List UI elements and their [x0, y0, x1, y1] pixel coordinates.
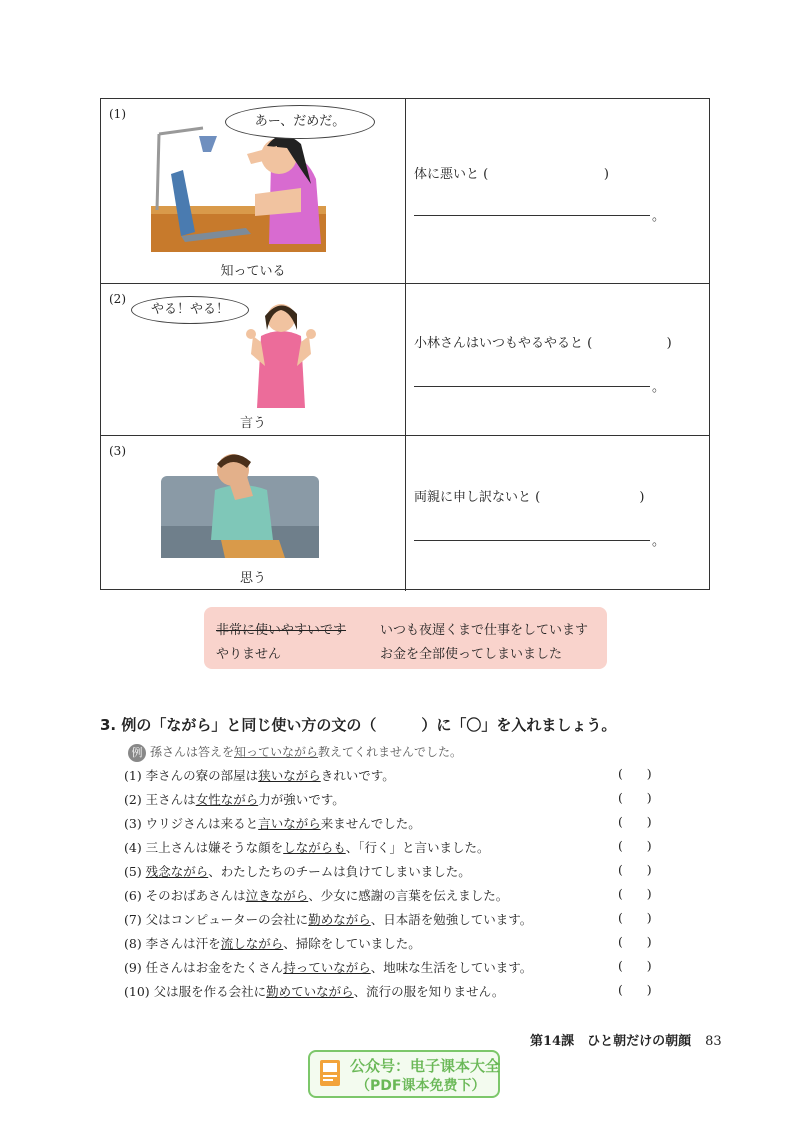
- page-footer: [530, 1030, 722, 1049]
- watermark-line-2: （PDF课本免费下）: [356, 1078, 486, 1094]
- answer-parentheses[interactable]: ( ): [618, 790, 652, 805]
- speech-bubble: やる！やる！: [131, 296, 249, 324]
- question-item: (10) 父は服を作る会社に勤めていながら、流行の服を知りません。: [124, 984, 505, 999]
- answer-parentheses[interactable]: ( ): [618, 814, 652, 829]
- illustration-cell-2: [101, 284, 406, 435]
- item-number: (1): [109, 107, 126, 121]
- question-item: (7) 父はコンピューターの会社に勤めながら、日本語を勉強しています。: [124, 912, 533, 927]
- period: 。: [652, 534, 666, 549]
- question-item: (5) 残念ながら、わたしたちのチームは負けてしまいました。: [124, 864, 471, 879]
- item-number: (3): [109, 444, 126, 458]
- lesson-title: 第14課 ひと朝だけの朝顔: [530, 1034, 692, 1049]
- answer-parentheses[interactable]: ( ): [618, 958, 652, 973]
- answer-line[interactable]: [414, 386, 650, 387]
- question-item: (9) 任さんはお金をたくさん持っていながら、地味な生活をしています。: [124, 960, 533, 975]
- question-item: (3) ウリジさんは来ると言いながら来ませんでした。: [124, 816, 421, 831]
- period: 。: [652, 209, 666, 224]
- remorseful-man-sofa-illustration: [161, 446, 319, 558]
- question-item: (2) 王さんは女性ながら力が強いです。: [124, 792, 345, 807]
- example-sentence: [128, 743, 462, 762]
- answer-parentheses[interactable]: ( ): [618, 910, 652, 925]
- word-choice: やりません: [216, 647, 282, 662]
- exercise-row-3: [101, 436, 709, 591]
- item-number: (2): [109, 292, 126, 306]
- sentence-prompt: 体に悪いと ( ): [414, 167, 609, 182]
- answer-cell-1: [406, 99, 709, 283]
- illustration-cell-3: [101, 436, 406, 591]
- word-choice-struck: 非常に使いやすいです: [216, 623, 347, 638]
- answer-line[interactable]: [414, 215, 650, 216]
- answer-cell-2: [406, 284, 709, 435]
- example-text: 孫さんは答えを: [150, 745, 235, 759]
- answer-parentheses[interactable]: ( ): [618, 766, 652, 781]
- watermark-banner: [308, 1050, 500, 1098]
- example-badge: 例: [128, 744, 146, 762]
- answer-parentheses[interactable]: ( ): [618, 934, 652, 949]
- exercise-row-1: [101, 99, 709, 284]
- answer-parentheses[interactable]: ( ): [618, 982, 652, 997]
- answer-cell-3: [406, 436, 709, 591]
- tired-woman-laptop-illustration: [151, 124, 326, 252]
- verb-caption: 思う: [239, 571, 266, 586]
- verb-caption: 知っている: [220, 264, 286, 279]
- section-title: 3. 例の「ながら」と同じ使い方の文の（ ）に「〇」を入れましょう。: [100, 716, 617, 734]
- example-text: 教えてくれませんでした。: [318, 745, 463, 759]
- speech-bubble: あー、だめだ。: [225, 105, 375, 139]
- exercise-row-2: [101, 284, 709, 436]
- answer-parentheses[interactable]: ( ): [618, 838, 652, 853]
- exercise-table: [100, 98, 710, 590]
- question-item: (4) 三上さんは嫌そうな顔をしながらも、「行く」と言いました。: [124, 840, 490, 855]
- word-choice-box: [204, 607, 607, 669]
- page-number: 83: [705, 1034, 722, 1049]
- illustration-cell-1: [101, 99, 406, 283]
- verb-caption: 言う: [239, 416, 266, 431]
- answer-parentheses[interactable]: ( ): [618, 886, 652, 901]
- question-item: (8) 李さんは汗を流しながら、掃除をしていました。: [124, 936, 421, 951]
- word-choice: お金を全部使ってしまいました: [380, 647, 563, 662]
- book-icon: [318, 1058, 344, 1088]
- answer-parentheses[interactable]: ( ): [618, 862, 652, 877]
- question-item: (6) そのおばあさんは泣きながら、少女に感謝の言葉を伝えました。: [124, 888, 509, 903]
- watermark-line-1: 公众号：电子课本大全: [350, 1057, 501, 1075]
- sentence-prompt: 小林さんはいつもやるやると ( ): [414, 336, 672, 351]
- question-item: (1) 李さんの寮の部屋は狭いながらきれいです。: [124, 768, 395, 783]
- sentence-prompt: 両親に申し訳ないと ( ): [414, 490, 645, 505]
- word-choice: いつも夜遅くまで仕事をしています: [380, 623, 589, 638]
- example-underlined: 知っていながら: [234, 745, 319, 759]
- answer-line[interactable]: [414, 540, 650, 541]
- period: 。: [652, 380, 666, 395]
